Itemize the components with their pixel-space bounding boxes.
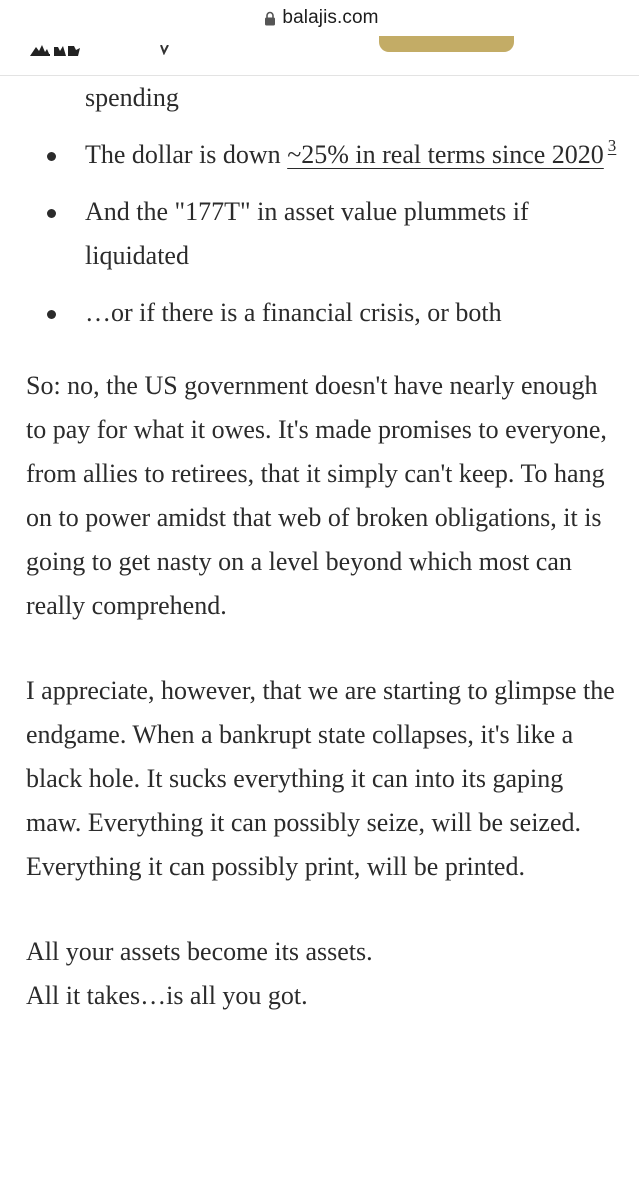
bullet-text: …or if there is a financial crisis, or both	[85, 298, 502, 327]
list-item	[0, 133, 639, 177]
bullet-point	[47, 209, 56, 218]
article-body	[0, 76, 639, 1018]
site-logo[interactable]	[30, 43, 82, 57]
closing-paragraph	[0, 930, 639, 1018]
browser-address-bar[interactable]	[0, 0, 639, 36]
dollar-real-terms-link[interactable]: ~25% in real terms since 2020	[287, 140, 604, 169]
footnote-link[interactable]: 3	[607, 136, 617, 155]
lock-icon	[264, 11, 276, 26]
list-item	[0, 291, 639, 335]
list-item	[0, 190, 639, 278]
url-text[interactable]: balajis.com	[282, 7, 379, 28]
bullet-list	[0, 76, 639, 335]
address-bar-content[interactable]	[264, 7, 378, 29]
closing-line: All it takes…is all you got.	[26, 981, 308, 1010]
header-text-fragment	[160, 42, 170, 52]
paragraph: So: no, the US government doesn't have nearly enough to pay for what it owes. It's made promises to everyone, from allies to retirees, that it simply can't keep. To hang on to power amidst that web of broken obligations, it is going to get nasty on a level beyond which most can really comprehend.	[26, 371, 607, 620]
bullet-text: And the "177T" in asset value plummets if liquidated	[85, 197, 529, 270]
closing-line: All your assets become its assets.	[26, 937, 373, 966]
bullet-continuation-text: spending	[85, 83, 179, 112]
site-header	[0, 36, 639, 76]
bullet-continuation	[0, 76, 639, 120]
subscribe-button[interactable]	[379, 36, 514, 52]
bullet-point	[47, 310, 56, 319]
bullet-text: The dollar is down	[85, 140, 288, 169]
paragraph: I appreciate, however, that we are starting to glimpse the endgame. When a bankrupt state collapses, it's like a black hole. It sucks everything it can into its gaping maw. Everything it can possibly seize, will be seized. Everything it can possibly print, will be printed.	[26, 676, 615, 881]
bullet-point	[47, 152, 56, 161]
